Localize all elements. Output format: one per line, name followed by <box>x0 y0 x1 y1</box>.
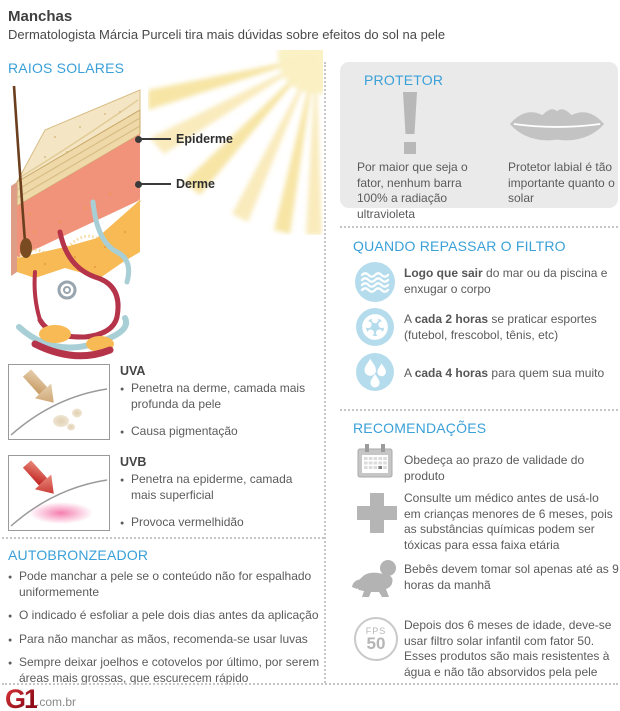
recomendacao-item-text: Consulte um médico antes de usá-lo em crianças menores de 6 meses, pois as substâncias químicas podem ser tóxicas para essa faixa etária <box>404 491 613 552</box>
page-subtitle: Dermatologista Márcia Purceli tira mais dúvidas sobre efeitos do sol na pele <box>8 27 446 42</box>
left-section-divider <box>2 537 324 539</box>
derme-line <box>141 183 171 185</box>
page-title: Manchas <box>8 8 73 25</box>
autobronzeador-bullet: ● Sempre deixar joelhos e cotovelos por último, por serem áreas mais grossas, que escurecem rápido <box>8 655 324 686</box>
lips-icon <box>508 102 606 151</box>
column-divider <box>324 62 326 683</box>
uvb-bullet: ● Penetra na epiderme, camada mais superficial <box>120 472 318 503</box>
uvb-icon <box>8 455 110 531</box>
footer-divider <box>2 683 618 685</box>
medical-cross-icon <box>354 490 400 541</box>
recomendacao-item-text: Bebês devem tomar sol apenas até as 9 horas da manhã <box>404 562 619 592</box>
waves-icon <box>355 262 395 302</box>
epiderme-line <box>141 138 171 140</box>
calendar-icon <box>355 441 395 486</box>
baby-icon <box>350 556 398 603</box>
uva-bullet: ● Causa pigmentação <box>120 424 318 440</box>
uva-bullet: ● Penetra na derme, camada mais profunda da pele <box>120 381 318 412</box>
autobronzeador-bullet: ● O indicado é esfoliar a pele dois dias antes da aplicação <box>8 608 324 624</box>
fps50-icon: FPS 50 <box>354 617 398 661</box>
exclamation-icon <box>398 90 422 161</box>
uvb-text-block <box>120 455 318 539</box>
section-heading-autobronzeador: AUTOBRONZEADOR <box>8 547 149 563</box>
section-heading-protetor: PROTETOR <box>364 72 444 88</box>
section-heading-filtro: QUANDO REPASSAR O FILTRO <box>353 238 566 254</box>
uvb-bullet: ● Provoca vermelhidão <box>120 515 318 531</box>
uva-text-block <box>120 364 318 448</box>
filtro-item-text: A cada 4 horas para quem sua muito <box>404 366 605 380</box>
right-section-divider <box>340 409 618 411</box>
uva-icon <box>8 364 110 440</box>
recomendacao-item-text: Obedeça ao prazo de validade do produto <box>404 453 585 483</box>
footer-domain: .com.br <box>36 695 77 709</box>
g1-logo[interactable]: G1 <box>5 684 37 711</box>
section-heading-raios-solares: RAIOS SOLARES <box>8 60 125 76</box>
derme-label: Derme <box>176 177 215 191</box>
epiderme-label: Epiderme <box>176 132 233 146</box>
recomendacao-item-text: Depois dos 6 meses de idade, deve-se usar filtro solar infantil com fator 50. Esses produtos são mais resistentes à água e não tão absorvidos pela pele <box>404 618 612 679</box>
filtro-item-text: Logo que sair do mar ou da piscina e enxugar o corpo <box>404 266 608 296</box>
droplets-icon <box>356 353 394 391</box>
sun-rays-icon <box>148 50 323 235</box>
protetor-item-text: Protetor labial é tão importante quanto o solar <box>508 160 615 205</box>
section-heading-recomendacoes: RECOMENDAÇÕES <box>353 420 487 436</box>
filtro-item-text: A cada 2 horas se praticar esportes (futebol, frescobol, tênis, etc) <box>404 312 597 342</box>
uvb-title: UVB <box>120 455 147 469</box>
autobronzeador-bullet: ● Pode manchar a pele se o conteúdo não for espalhado uniformemente <box>8 569 324 600</box>
protetor-item-text: Por maior que seja o fator, nenhum barra 100% a radiação ultravioleta <box>357 160 468 221</box>
skin-diagram <box>5 82 145 360</box>
soccer-ball-icon <box>356 308 394 346</box>
autobronzeador-list <box>8 569 324 694</box>
autobronzeador-bullet: ● Para não manchar as mãos, recomenda-se usar luvas <box>8 632 324 648</box>
protetor-card <box>340 62 618 221</box>
uva-title: UVA <box>120 364 146 378</box>
right-section-divider <box>340 226 618 228</box>
